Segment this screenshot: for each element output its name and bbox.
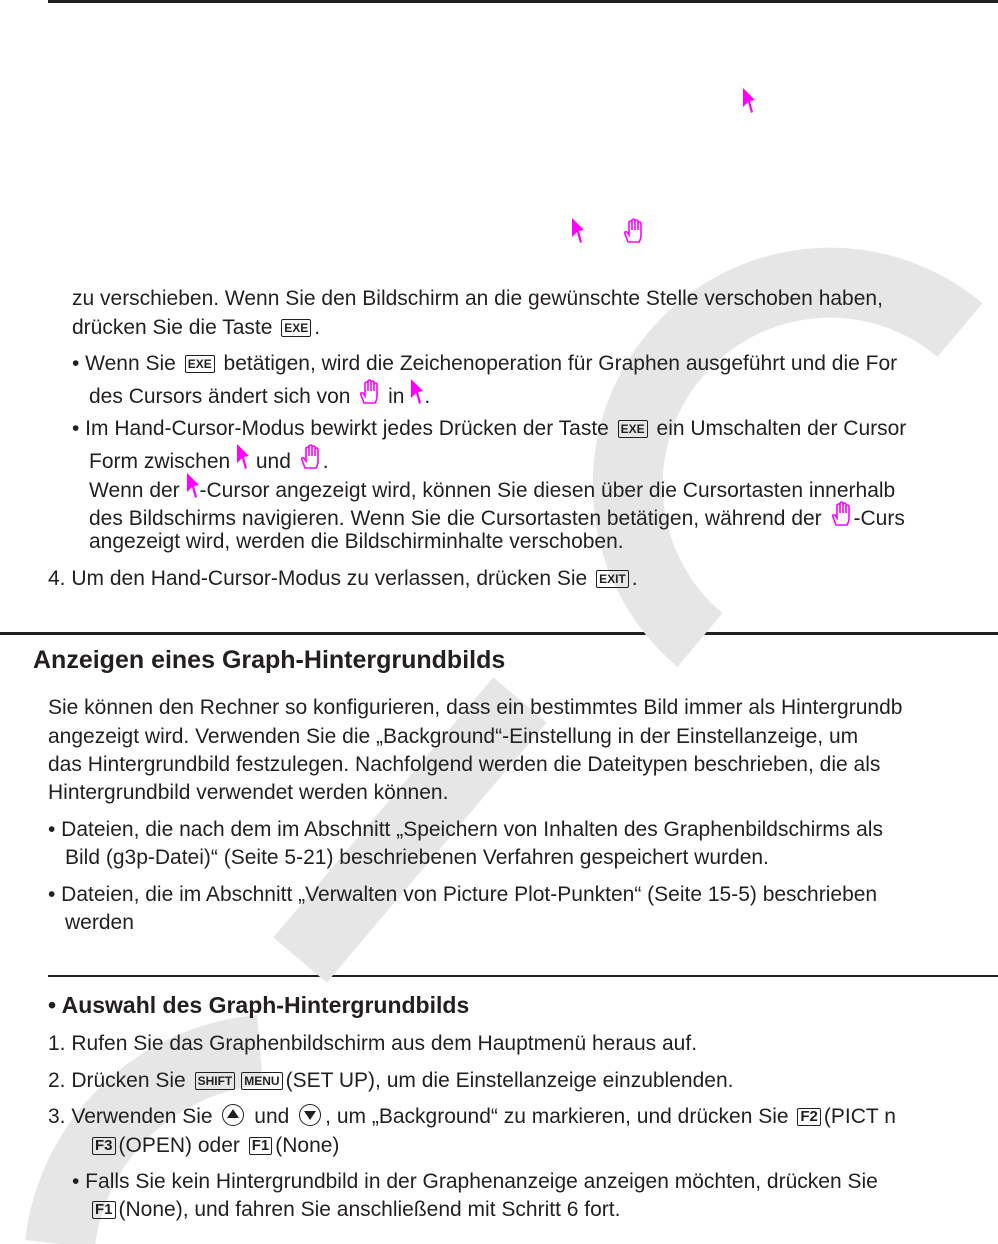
key-f1-icon: F1	[249, 1137, 273, 1155]
key-menu-icon: MENU	[241, 1072, 282, 1090]
text-segment: 1. Rufen Sie das Graphenbildschirm aus dem Hauptmenü heraus auf.	[48, 1032, 698, 1055]
text-line	[72, 416, 906, 442]
text-segment: Anzeigen eines Graph-Hintergrundbilds	[33, 646, 506, 674]
text-line	[48, 724, 858, 750]
text-line	[89, 529, 624, 555]
text-segment: • Dateien, die im Abschnitt „Verwalten von Picture Plot-Punkten“ (Seite 15-5) beschrieben	[48, 883, 878, 906]
text-segment: des Bildschirms navigieren. Wenn Sie die Cursortasten betätigen, während der	[89, 507, 828, 530]
text-segment: betätigen, wird die Zeichenoperation für Graphen ausgeführt und die For	[217, 352, 898, 375]
text-segment: -Cursor angezeigt wird, können Sie diesen über die Cursortasten innerhalb	[199, 479, 896, 502]
text-segment: • Dateien, die nach dem im Abschnitt „Speichern von Inhalten des Graphenbildschirms als	[48, 818, 883, 841]
text-segment: Bild (g3p-Datei)“ (Seite 5-21) beschriebenen Verfahren gespeichert wurden.	[65, 846, 769, 869]
text-segment: drücken Sie die Taste	[72, 316, 279, 339]
key-f3-icon: F3	[92, 1137, 116, 1155]
text-line	[89, 379, 430, 412]
key-exe-icon: EXE	[185, 355, 215, 373]
key-shift-icon: SHIFT	[195, 1072, 236, 1090]
text-line	[65, 910, 134, 936]
text-segment: das Hintergrundbild festzulegen. Nachfolgend werden die Dateitypen beschrieben, die als	[48, 753, 881, 776]
hand-cursor-icon	[620, 218, 646, 249]
text-segment: Wenn der	[89, 479, 186, 502]
hand-cursor-icon	[356, 379, 382, 412]
text-segment: Form zwischen	[89, 450, 237, 473]
text-line	[48, 817, 883, 843]
text-segment: • Auswahl des Graph-Hintergrundbilds	[48, 992, 470, 1018]
hand-cursor-icon	[828, 501, 854, 534]
text-segment: ein Umschalten der Cursor	[650, 417, 907, 440]
text-line	[72, 1169, 878, 1195]
text-segment: (None), und fahren Sie anschließend mit Schritt 6 fort.	[118, 1198, 621, 1221]
text-line	[48, 1031, 697, 1057]
text-segment: -Curs	[853, 507, 905, 530]
section-heading	[33, 647, 505, 673]
text-segment: angezeigt wird. Verwenden Sie die „Background“-Einstellung in der Einstellanzeige, um	[48, 725, 859, 748]
key-f1-icon: F1	[92, 1201, 116, 1219]
text-segment: • Im Hand-Cursor-Modus bewirkt jedes Drücken der Taste	[72, 417, 615, 440]
text-segment: (None)	[275, 1134, 340, 1157]
text-line	[48, 780, 448, 806]
subsection-heading	[48, 992, 469, 1018]
cursor-down-key-icon	[299, 1104, 321, 1126]
text-line	[48, 882, 877, 908]
key-exe-icon: EXE	[281, 319, 311, 337]
text-segment: • Wenn Sie	[72, 352, 182, 375]
text-line	[72, 351, 897, 377]
text-line	[89, 1197, 620, 1223]
key-exit-icon: EXIT	[596, 570, 629, 588]
text-segment: Sie können den Rechner so konfigurieren, dass ein bestimmtes Bild immer als Hintergrundb	[48, 696, 903, 719]
text-line	[72, 286, 883, 312]
text-segment: des Cursors ändert sich von	[89, 385, 357, 408]
text-line	[89, 1133, 339, 1159]
text-segment: und	[250, 450, 297, 473]
text-segment: .	[424, 385, 431, 408]
cursor-up-key-icon	[222, 1104, 244, 1126]
text-segment: Hintergrundbild verwendet werden können.	[48, 781, 449, 804]
text-segment: in	[382, 385, 411, 408]
text-segment: 4. Um den Hand-Cursor-Modus zu verlassen, drücken Sie	[48, 567, 594, 590]
text-segment: .	[631, 567, 638, 590]
text-line	[72, 315, 320, 341]
text-segment: und	[248, 1105, 296, 1128]
arrow-cursor-icon	[742, 88, 756, 119]
text-segment: angezeigt wird, werden die Bildschirminhalte verschoben.	[89, 530, 624, 553]
key-exe-icon: EXE	[618, 420, 648, 438]
text-segment: (OPEN) oder	[118, 1134, 246, 1157]
text-line	[65, 845, 769, 871]
text-segment: 3. Verwenden Sie	[48, 1105, 219, 1128]
text-line	[48, 1068, 733, 1094]
text-segment: .	[314, 316, 321, 339]
text-segment: zu verschieben. Wenn Sie den Bildschirm an die gewünschte Stelle verschoben haben,	[72, 287, 883, 310]
text-segment: , um „Background“ zu markieren, und drücken Sie	[325, 1105, 795, 1128]
text-line	[48, 566, 638, 592]
text-segment: werden	[65, 911, 134, 934]
text-line	[48, 695, 902, 721]
key-f2-icon: F2	[797, 1108, 821, 1126]
text-segment: .	[322, 450, 329, 473]
text-segment: (SET UP), um die Einstellanzeige einzublenden.	[285, 1069, 734, 1092]
text-line	[48, 1104, 896, 1130]
arrow-cursor-icon	[410, 379, 424, 412]
text-segment: • Falls Sie kein Hintergrundbild in der Graphenanzeige anzeigen möchten, drücken Sie	[72, 1170, 878, 1193]
arrow-cursor-icon	[571, 218, 585, 249]
text-segment: 2. Drücken Sie	[48, 1069, 192, 1092]
text-line	[48, 752, 880, 778]
text-segment: (PICT n	[823, 1105, 896, 1128]
